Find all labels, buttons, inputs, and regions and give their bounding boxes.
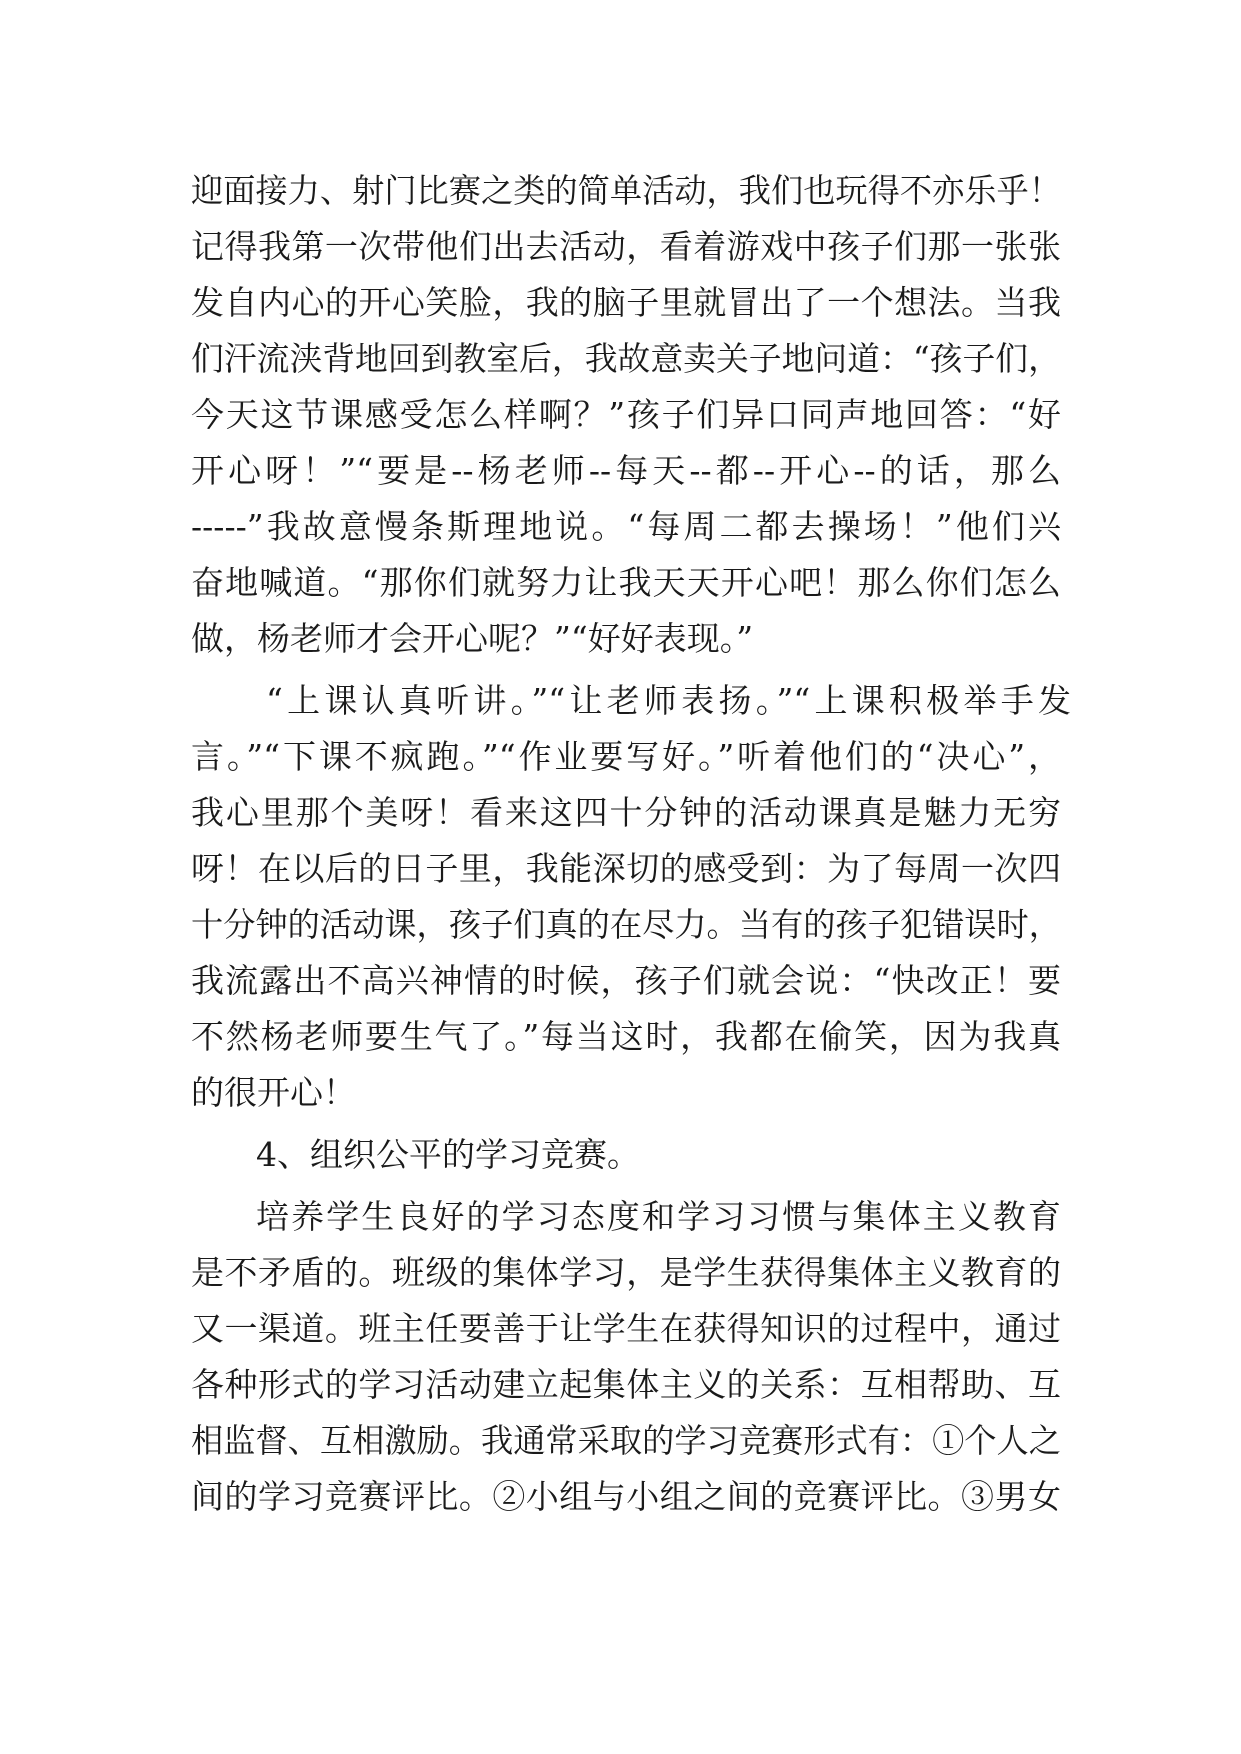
text-line: 发自内心的开心笑脸，我的脑子里就冒出了一个想法。当我 (191, 283, 1061, 322)
text-line: 十分钟的活动课，孩子们真的在尽力。当有的孩子犯错误时， (191, 905, 1061, 944)
text-line: 迎面接力、射门比赛之类的简单活动，我们也玩得不亦乐乎！ (191, 171, 1061, 210)
text-line: -----”我故意慢条斯理地说。“每周二都去操场！”他们兴 (191, 507, 1061, 546)
text-line: 记得我第一次带他们出去活动，看着游戏中孩子们那一张张 (191, 227, 1061, 266)
text-line: 开心呀！”“要是--杨老师--每天--都--开心--的话，那么 (191, 451, 1061, 490)
text-line: 做，杨老师才会开心呢？”“好好表现。” (191, 619, 754, 658)
text-line: 我流露出不高兴神情的时候，孩子们就会说：“快改正！要 (191, 961, 1061, 1000)
paragraph-start-line: “上课认真听讲。”“让老师表扬。”“上课积极举手发 (266, 681, 1071, 720)
text-line: 相监督、互相激励。我通常采取的学习竞赛形式有：①个人之 (191, 1421, 1061, 1460)
text-line: 不然杨老师要生气了。”每当这时，我都在偷笑，因为我真 (191, 1017, 1061, 1056)
text-line: 们汗流浃背地回到教室后，我故意卖关子地问道：“孩子们， (191, 339, 1061, 378)
text-line: 言。”“下课不疯跑。”“作业要写好。”听着他们的“决心”， (191, 737, 1061, 776)
text-line: 是不矛盾的。班级的集体学习，是学生获得集体主义教育的 (191, 1253, 1061, 1292)
text-line: 的很开心！ (191, 1073, 356, 1112)
paragraph-start-line: 培养学生良好的学习态度和学习习惯与集体主义教育 (256, 1197, 1061, 1236)
text-line: 今天这节课感受怎么样啊？”孩子们异口同声地回答：“好 (191, 395, 1061, 434)
text-line: 奋地喊道。“那你们就努力让我天天开心吧！那么你们怎么 (191, 563, 1061, 602)
text-line: 呀！在以后的日子里，我能深切的感受到：为了每周一次四 (191, 849, 1061, 888)
text-line: 各种形式的学习活动建立起集体主义的关系：互相帮助、互 (191, 1365, 1061, 1404)
section-heading: 4、组织公平的学习竞赛。 (256, 1135, 640, 1174)
text-line: 间的学习竞赛评比。②小组与小组之间的竞赛评比。③男女 (191, 1477, 1061, 1516)
text-line: 我心里那个美呀！看来这四十分钟的活动课真是魅力无穷 (191, 793, 1061, 832)
text-line: 又一渠道。班主任要善于让学生在获得知识的过程中，通过 (191, 1309, 1061, 1348)
